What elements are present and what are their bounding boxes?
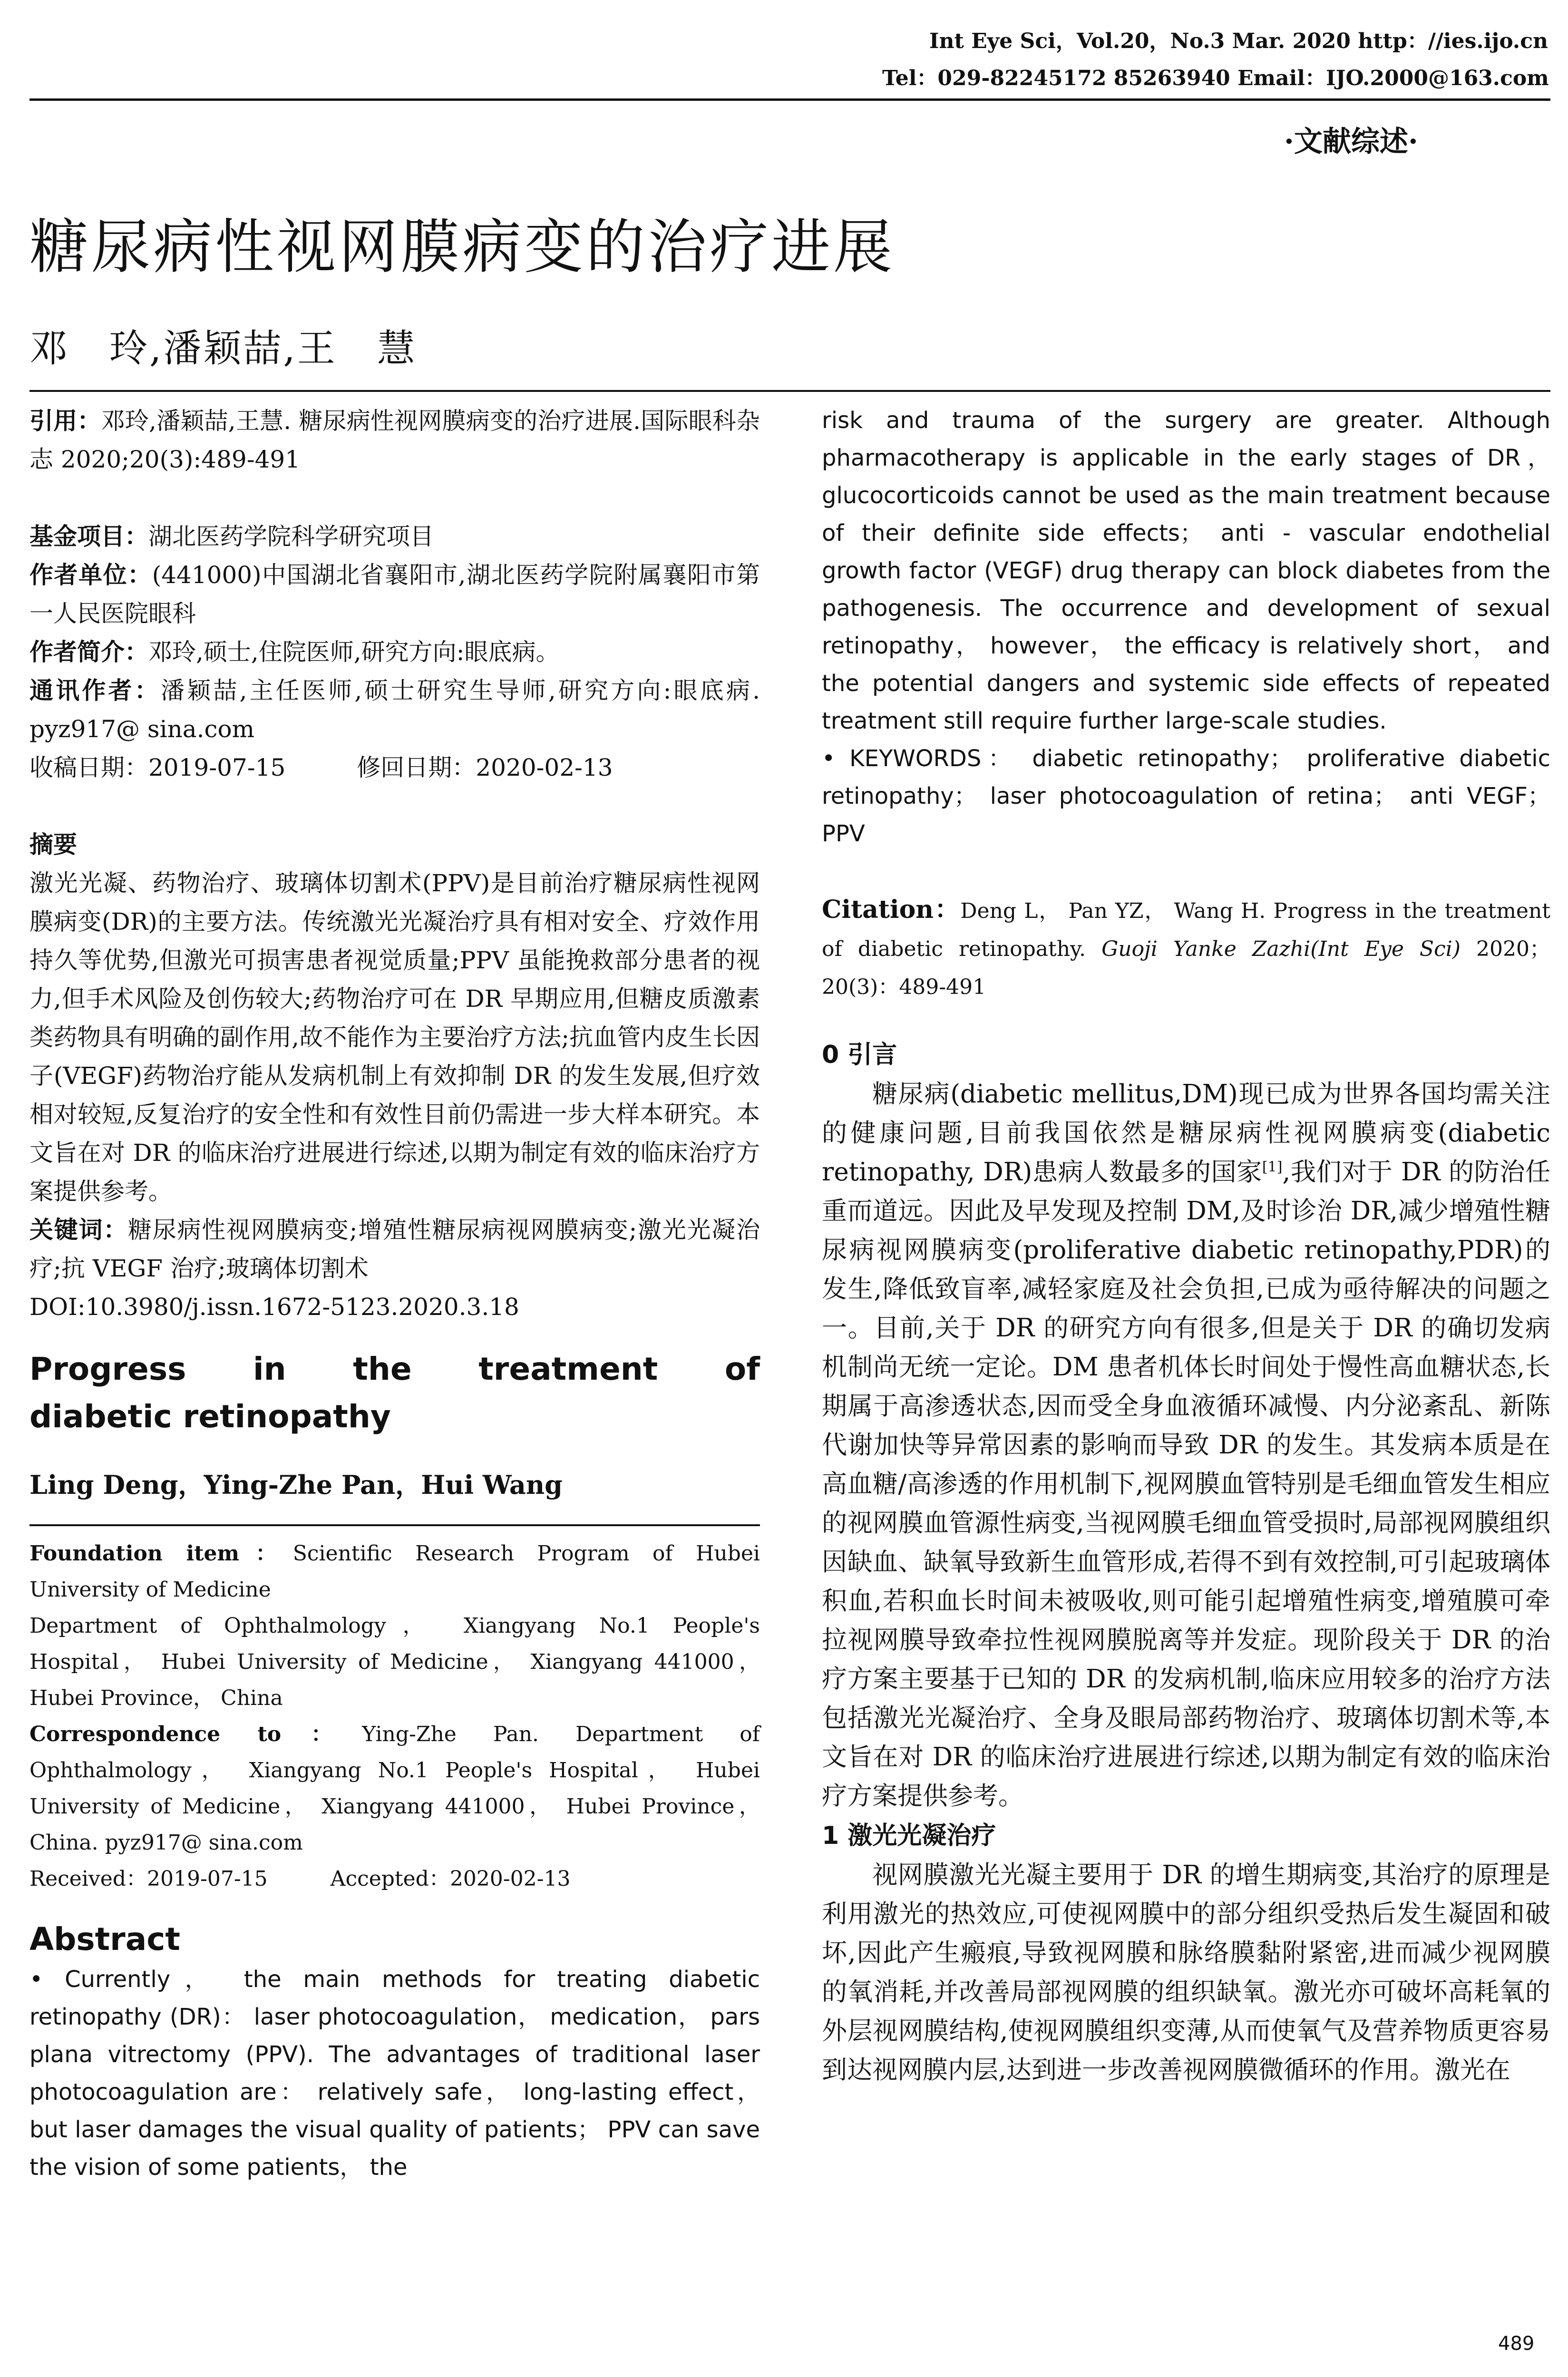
article-authors-en: Ling Deng，Ying-Zhe Pan，Hui Wang [29,1470,563,1500]
article-authors-cn: 邓 玲,潘颖喆,王 慧 [29,326,417,370]
citation-en-label: Citation： [822,895,961,924]
foundation-label: Foundation item： [29,1541,293,1566]
section-0-heading: 0 引言 [822,1041,897,1069]
right-column [822,402,1550,2090]
correspondence-text: Ying-Zhe Pan. Department of Ophthalmology， Xiangyang No.1 People's Hospital， Hubei University of Medicine， Xiangyang 441000， Hubei Province， China. pyz917@ sina.com [29,1722,760,1855]
abstract-cn: 激光光凝、药物治疗、玻璃体切割术(PPV)是目前治疗糖尿病性视网膜病变(DR)的主要方法。传统激光光凝治疗具有相对安全、疗效作用持久等优势,但激光可损害患者视觉质量;PPV 虽能挽救部分患者的视力,但手术风险及创伤较大;药物治疗可在 DR 早期应用,但糖皮质激素类药物具有明确的副作用,故不能作为主要治疗方法;抗血管内皮生长因子(VEGF)药物治疗能从发病机制上有效抑制 DR 的发生发展,但疗效相对较短,反复治疗的安全性和有效性目前仍需进一步大样本研究。本文旨在对 DR 的临床治疗进展进行综述,以期为制定有效的临床治疗方案提供参考。 [29,869,760,1205]
keywords-en: • KEYWORDS： diabetic retinopathy； proliferative diabetic retinopathy； laser photocoagulation of retina； anti VEGF； PPV [822,745,1550,847]
foundation-item [29,1536,760,1608]
section-label: ·文献综述· [1284,125,1418,158]
received-dates-cn: 收稿日期：2019-07-15 修回日期：2020-02-13 [29,754,613,781]
correspondence [29,1716,760,1861]
abstract-en-continued: risk and trauma of the surgery are greater. Although pharmacotherapy is applicable in the early stages of DR， glucocorticoids cannot be used as the main treatment because of their definite side effects； anti - vascular endothelial growth factor (VEGF) drug therapy can block diabetes from the pathogenesis. The occurrence and development of sexual retinopathy， however， the efficacy is relatively short， and the potential dangers and systemic side effects of repeated treatment still require further large-scale studies. [822,407,1550,734]
title-word: in [253,1351,286,1387]
corr-label: 通讯作者： [29,677,161,704]
bio-label: 作者简介： [29,638,148,666]
title-word: of [724,1351,760,1387]
title-word: the [353,1351,412,1387]
article-title-cn: 糖尿病性视网膜病变的治疗进展 [29,213,896,282]
title-word: Progress [29,1351,186,1387]
keywords-cn-text: 糖尿病性视网膜病变;增殖性糖尿病视网膜病变;激光光凝治疗;抗 VEGF 治疗;玻璃体切割术 [29,1216,760,1282]
fund-label: 基金项目： [29,523,148,550]
section-0-text-a: 糖尿病(diabetic mellitus,DM)现已成为世界各国均需关注的健康问题,目前我国依然是糖尿病性视网膜病变(diabetic retinopathy, DR)患病人数最多的国家 [822,1080,1550,1187]
fund-item [29,517,760,556]
keywords-cn-label: 关键词： [29,1216,128,1244]
citation-journal: Guoji Yanke Zazhi(Int Eye Sci) [1101,937,1461,961]
unit-label: 作者单位： [29,561,152,589]
journal-header-line2: Tel：029-82245172 85263940 Email：IJO.2000@163.com [882,66,1549,90]
citation-en [822,891,1550,1006]
section-1-text: 视网膜激光光凝主要用于 DR 的增生期病变,其治疗的原理是利用激光的热效应,可使视网膜中的部分组织受热后发生凝固和破坏,因此产生瘢痕,导致视网膜和脉络膜黏附紧密,进而减少视网膜的氧消耗,并改善局部视网膜的组织缺氧。激光亦可破坏高耗氧的外层视网膜结构,使视网膜组织变薄,从而使氧气及营养物质更容易到达视网膜内层,达到进一步改善视网膜微循环的作用。激光在 [822,1861,1550,2085]
citation-cn-label: 引用： [29,407,101,435]
citation-en-text: Deng L， Pan YZ， Wang H. Progress in the treatment of diabetic retinopathy. [822,899,1550,961]
authors-rule [29,1524,760,1526]
journal-header-line1: Int Eye Sci，Vol.20，No.3 Mar. 2020 http：//ies.ijo.cn [929,29,1548,53]
abstract-heading-en: Abstract [29,1921,180,1958]
section-0-text-b: ,我们对于 DR 的防治任重而道远。因此及早发现及控制 DM,及时诊治 DR,减少增殖性糖尿病视网膜病变(proliferative diabetic retinopathy,PDR)的发生,降低致盲率,减轻家庭及社会负担,已成为亟待解决的问题之一。目前,关于 DR 的研究方向有很多,但是关于 DR 的确切发病机制尚无统一定论。DM 患者机体长时间处于慢性高血糖状态,长期属于高渗透状态,因而受全身血液循环减慢、内分泌紊乱、新陈代谢加快等异常因素的影响而导致 DR 的发生。其发病本质是在高血糖/高渗透的作用机制下,视网膜血管特别是毛细血管发生相应的视网膜血管源性病变,当视网膜毛细血管受损时,局部视网膜组织因缺血、缺氧导致新生血管形成,若得不到有效控制,可引起玻璃体积血,若积血长时间未被吸收,则可能引起增殖性病变,增殖膜可牵拉视网膜导致牵拉性视网膜脱离等并发症。现阶段关于 DR 的治疗方案主要基于已知的 DR 的发病机制,临床应用较多的治疗方法包括激光光凝治疗、全身及眼局部药物治疗、玻璃体切割术等,本文旨在对 DR 的临床治疗进展进行综述,以期为制定有效的临床治疗方案提供参考。 [822,1158,1550,1811]
abstract-heading-cn: 摘要 [29,831,77,858]
page-number: 489 [1498,2333,1535,2355]
corr-text: 潘颖喆,主任医师,硕士研究生导师,研究方向:眼底病. pyz917@ sina.com [29,677,760,743]
citation-en-tail: 2020；20(3)：489-491 [822,937,1550,999]
section-1-heading: 1 激光光凝治疗 [822,1822,996,1850]
foundation-text: Scientific Research Program of Hubei University of Medicine [29,1541,760,1602]
article-title-en-line2: diabetic retinopathy [29,1398,391,1435]
article-title-en [29,1345,760,1393]
unit-text: (441000)中国湖北省襄阳市,湖北医药学院附属襄阳市第一人民医院眼科 [29,561,760,627]
keywords-cn [29,1211,760,1288]
abstract-en: • Currently， the main methods for treating diabetic retinopathy (DR)： laser photocoagulation， medication， pars plana vitrectomy (PPV). The advantages of traditional laser photocoagulation are： relatively safe， long-lasting effect， but laser damages the visual quality of patients； PPV can save the vision of some patients， the [29,1966,760,2181]
citation-cn [29,402,760,479]
reference-marker: [1] [1262,1159,1283,1176]
author-unit [29,556,760,633]
author-bio [29,633,760,672]
header-rule [29,98,1550,101]
left-column [29,402,760,2186]
title-rule [29,390,1550,392]
received-dates-en: Received：2019-07-15 Accepted：2020-02-13 [29,1867,571,1891]
department: Department of Ophthalmology， Xiangyang No.1 People's Hospital， Hubei University of Medicine， Xiangyang 441000， Hubei Province， China [29,1614,760,1710]
citation-cn-text: 邓玲,潘颖喆,王慧. 糖尿病性视网膜病变的治疗进展.国际眼科杂志 2020;20(3):489-491 [29,407,760,473]
fund-text: 湖北医药学院科学研究项目 [148,523,434,550]
doi: DOI:10.3980/j.issn.1672-5123.2020.3.18 [29,1293,519,1321]
title-word: treatment [478,1351,658,1387]
corresponding-author [29,672,760,749]
correspondence-label: Correspondence to： [29,1722,362,1746]
bio-text: 邓玲,硕士,住院医师,研究方向:眼底病。 [148,638,560,666]
section-0-text [822,1075,1550,1816]
